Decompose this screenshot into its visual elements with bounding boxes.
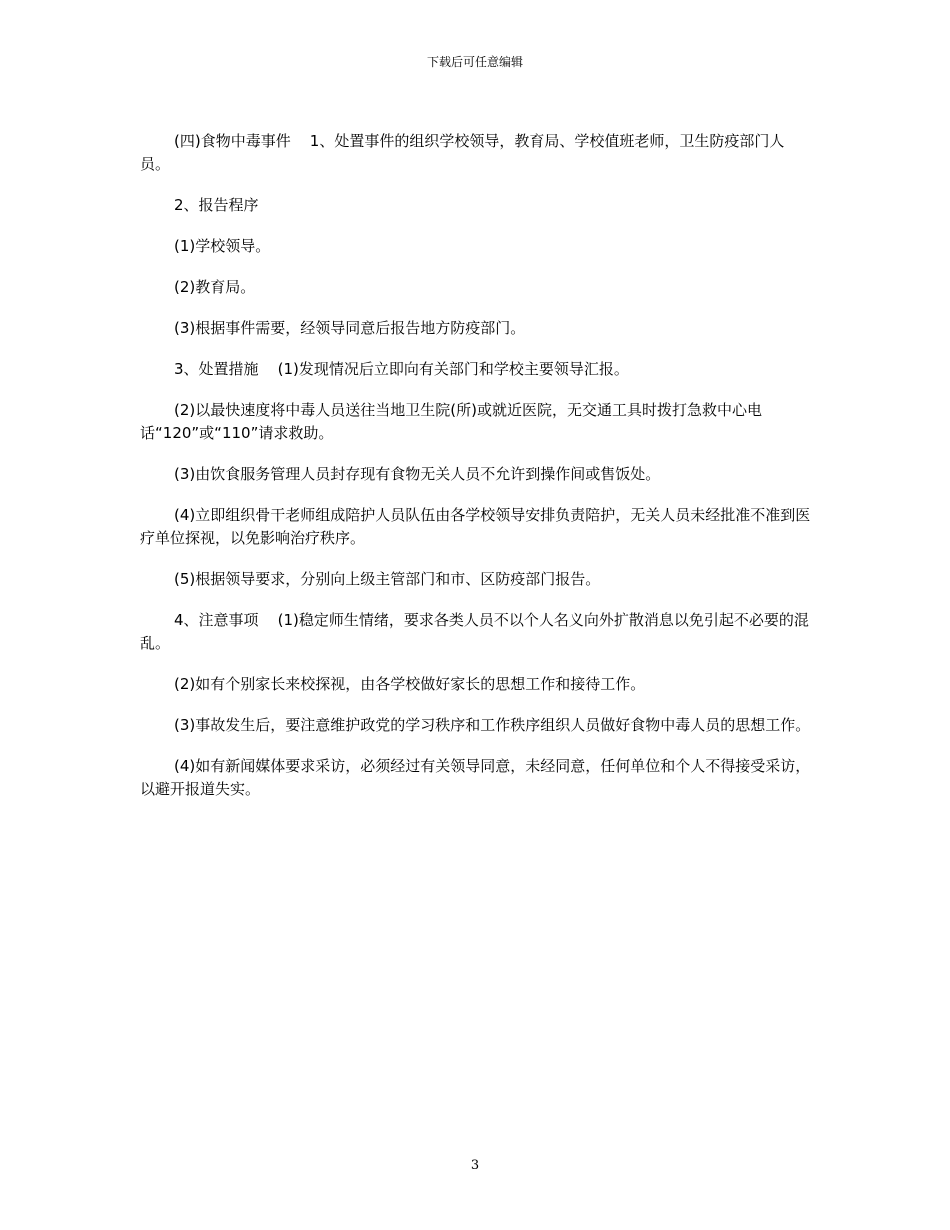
paragraph-send-to-hospital: (2)以最快速度将中毒人员送往当地卫生院(所)或就近医院，无交通工具时拨打急救中心电话“120”或“110”请求救助。	[140, 401, 762, 442]
paragraph-parent-visits: (2)如有个别家长来校探视，由各学校做好家长的思想工作和接待工作。	[174, 675, 646, 693]
paragraph-report-procedure: 2、报告程序	[174, 196, 259, 214]
paragraph-media-interviews: (4)如有新闻媒体要求采访，必须经过有关领导同意，未经同意，任何单位和个人不得接受采访，以避开报道失实。	[140, 757, 811, 798]
paragraph-maintain-order: (3)事故发生后，要注意维护政党的学习秩序和工作秩序组织人员做好食物中毒人员的思想工作。	[174, 716, 811, 734]
document-body	[140, 130, 812, 819]
paragraph-handling-measures: 3、处置措施 (1)发现情况后立即向有关部门和学校主要领导汇报。	[174, 360, 629, 378]
paragraph-seal-food: (3)由饮食服务管理人员封存现有食物无关人员不允许到操作间或售饭处。	[174, 465, 661, 483]
paragraph-report-epidemic-department: (3)根据事件需要，经领导同意后报告地方防疫部门。	[174, 319, 526, 337]
page-number: 3	[470, 1158, 480, 1173]
paragraph-organize-escort: (4)立即组织骨干老师组成陪护人员队伍由各学校领导安排负责陪护，无关人员未经批准不准到医疗单位探视，以免影响治疗秩序。	[140, 506, 811, 547]
paragraph-precautions: 4、注意事项 (1)稳定师生情绪，要求各类人员不以个人名义向外扩散消息以免引起不必要的混乱。	[140, 611, 809, 652]
paragraph-report-superiors: (5)根据领导要求，分别向上级主管部门和市、区防疫部门报告。	[174, 570, 601, 588]
paragraph-report-education-bureau: (2)教育局。	[174, 278, 256, 296]
paragraph-food-poisoning-event: (四)食物中毒事件 1、处置事件的组织学校领导，教育局、学校值班老师，卫生防疫部门人员。	[140, 132, 785, 173]
paragraph-report-school-leaders: (1)学校领导。	[174, 237, 271, 255]
page-header: 下载后可任意编辑	[426, 55, 523, 69]
